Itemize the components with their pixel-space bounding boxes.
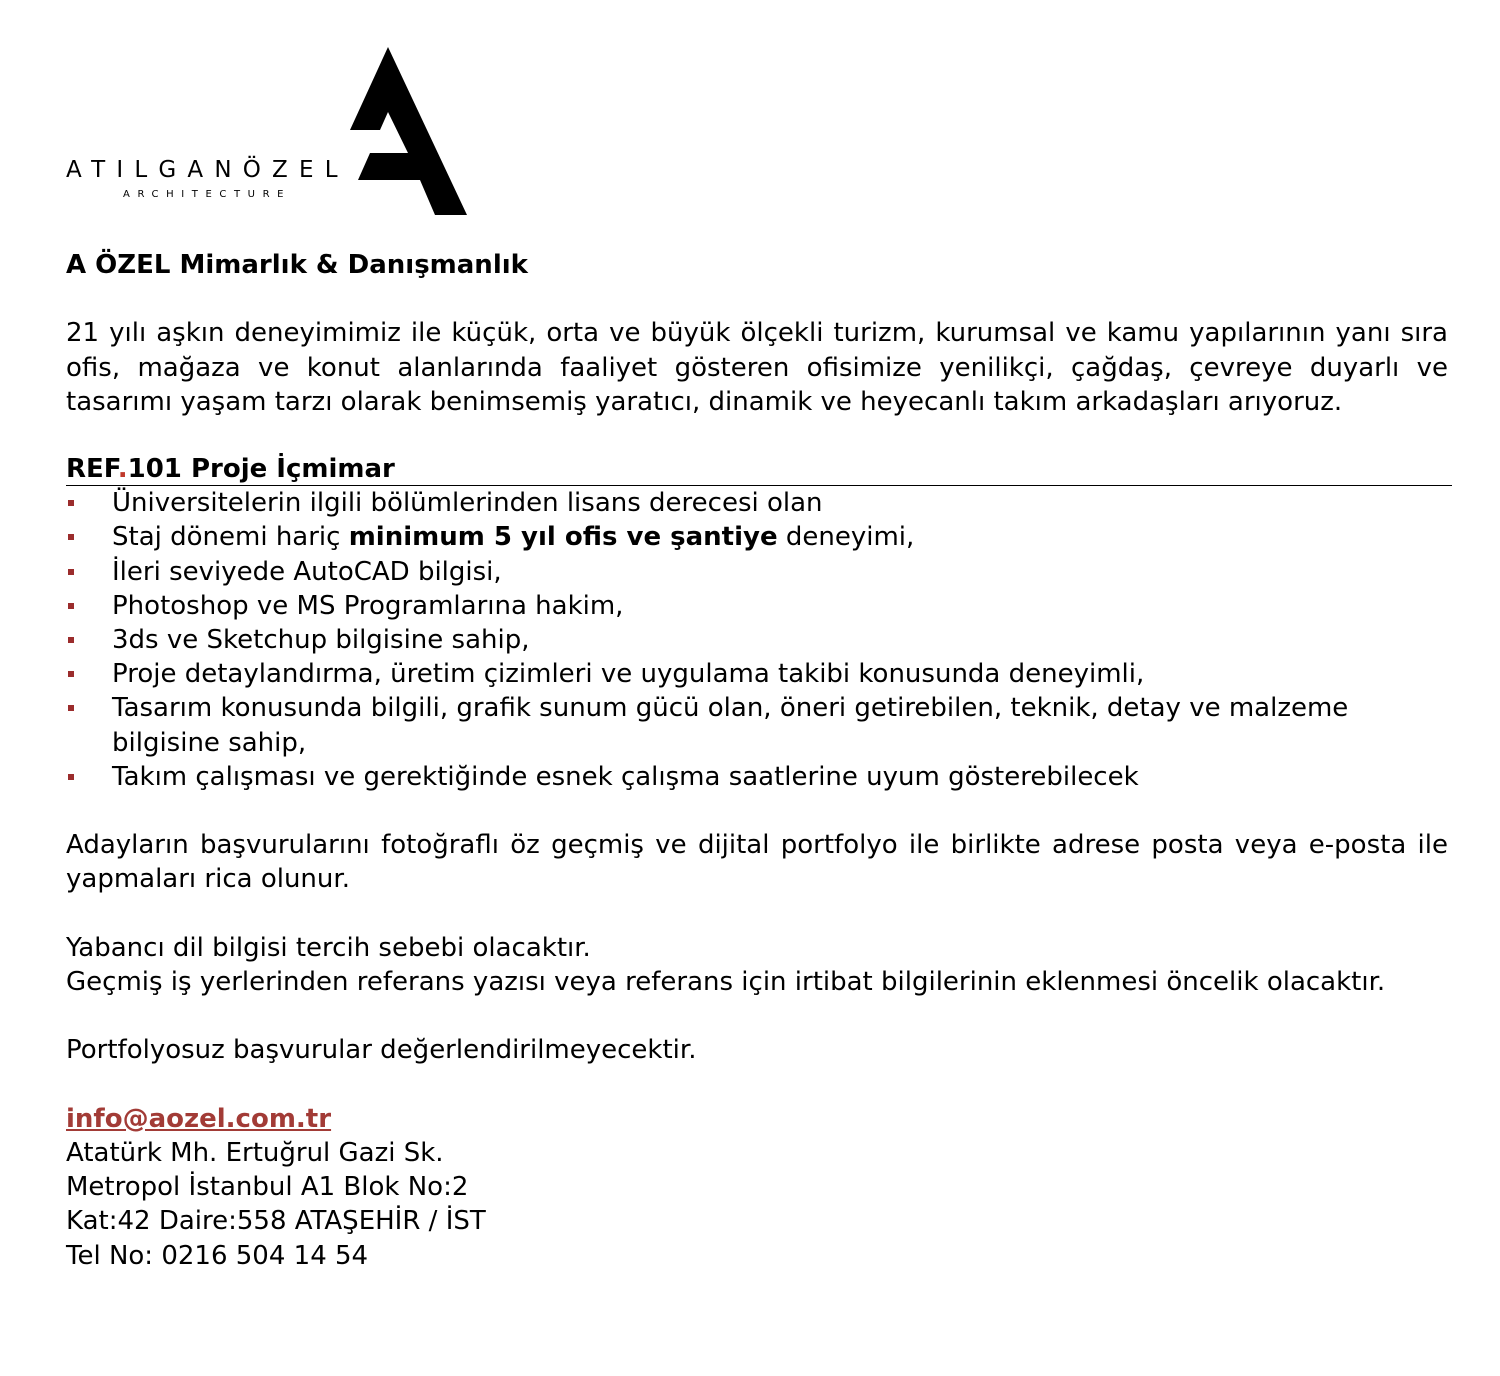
job-posting: [66, 248, 1448, 1273]
logo-a-mark: [350, 47, 467, 215]
item-text: 3ds ve Sketchup bilgisine sahip,: [112, 625, 530, 655]
list-item: [66, 760, 1448, 794]
list-item: [66, 691, 1448, 759]
bullet-icon: [68, 705, 74, 711]
bullet-icon: [68, 569, 74, 575]
list-item: [66, 657, 1448, 691]
item-text: Tasarım konusunda bilgili, grafik sunum gücü olan, öneri getirebilen, teknik, detay ve malzeme bilgisine sahip,: [112, 693, 1349, 758]
reference-note: Geçmiş iş yerlerinden referans yazısı veya referans için irtibat bilgilerinin eklenmesi öncelik olacaktır.: [66, 967, 1386, 997]
list-item: [66, 589, 1448, 623]
list-item: [66, 486, 1448, 520]
bullet-icon: [68, 774, 74, 780]
bullet-icon: [68, 603, 74, 609]
bullet-icon: [68, 500, 74, 506]
bullet-icon: [68, 671, 74, 677]
list-item: [66, 623, 1448, 657]
position-title: 101 Proje İçmimar: [127, 454, 395, 485]
logo-subtitle: ARCHITECTURE: [123, 189, 292, 200]
item-text: Photoshop ve MS Programlarına hakim,: [112, 590, 624, 621]
phone-number: Tel No: 0216 504 14 54: [66, 1240, 369, 1271]
item-text: Takım çalışması ve gerektiğinde esnek çalışma saatlerine uyum gösterebilecek: [112, 761, 1139, 792]
intro-paragraph: 21 yılı aşkın deneyimimiz ile küçük, orta ve büyük ölçekli turizm, kurumsal ve kamu yapılarının yanı sıra ofis, mağaza ve konut alanlarında faaliyet gösteren ofisimize yenilikçi, çağdaş, çevreye duyarlı ve tasarımı yaşam tarzı olarak benimsemiş yaratıcı, dinamik ve heyecanlı takım arkadaşları arıyoruz.: [66, 318, 1448, 417]
list-item: [66, 555, 1448, 589]
item-text: deneyimi,: [777, 522, 915, 553]
item-text: İleri seviyede AutoCAD bilgisi,: [112, 556, 502, 587]
address-line: Metropol İstanbul A1 Blok No:2: [66, 1172, 469, 1203]
requirements-list: [66, 486, 1448, 794]
language-note: Yabancı dil bilgisi tercih sebebi olacaktır.: [66, 932, 591, 963]
company-title: A ÖZEL Mimarlık & Danışmanlık: [66, 250, 528, 280]
email-link[interactable]: info@aozel.com.tr: [66, 1103, 332, 1134]
ref-dot: .: [117, 454, 128, 485]
bullet-icon: [68, 637, 74, 643]
logo-name: ATILGANÖZEL: [66, 157, 349, 183]
item-bold-text: minimum 5 yıl ofis ve şantiye: [348, 522, 778, 553]
address-line: Atatürk Mh. Ertuğrul Gazi Sk.: [66, 1137, 444, 1168]
portfolio-note: Portfolyosuz başvurular değerlendirilmeyecektir.: [66, 1035, 697, 1066]
application-note: Adayların başvurularını fotoğraflı öz geçmiş ve dijital portfolyo ile birlikte adrese posta veya e-posta ile yapmaları rica olunur.: [66, 830, 1448, 895]
item-text: Proje detaylandırma, üretim çizimleri ve uygulama takibi konusunda deneyimli,: [112, 659, 1145, 690]
list-item: [66, 520, 1448, 554]
item-text: Staj dönemi hariç: [112, 522, 349, 553]
ref-prefix: REF: [66, 454, 118, 485]
company-logo: [0, 0, 500, 230]
bullet-icon: [68, 534, 74, 540]
position-heading: [66, 453, 1452, 486]
item-text: Üniversitelerin ilgili bölümlerinden lisans derecesi olan: [112, 488, 823, 519]
address-line: Kat:42 Daire:558 ATAŞEHİR / İST: [66, 1206, 486, 1237]
